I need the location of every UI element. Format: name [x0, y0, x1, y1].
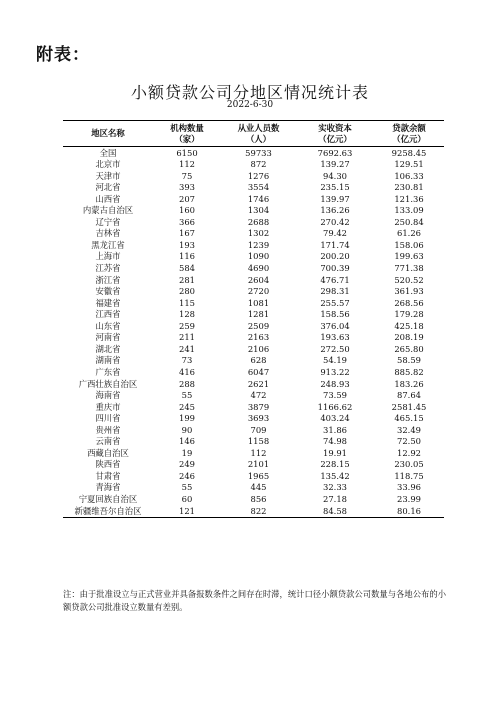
- region-cell: 福建省: [95, 297, 121, 308]
- region-cell: 黑龙江省: [91, 239, 125, 250]
- header-institution-count-label: 机构数量: [170, 123, 204, 134]
- employees-cell: 822: [250, 505, 267, 516]
- employees-cell: 3879: [247, 401, 270, 412]
- region-cell: 青海省: [95, 482, 121, 493]
- loan-balance-cell: 23.99: [397, 493, 421, 504]
- paid-in-capital-cell: 200.20: [320, 251, 350, 262]
- employees-cell: 1281: [247, 309, 270, 320]
- region-cell: 辽宁省: [95, 216, 121, 227]
- table-row: [63, 228, 444, 240]
- paid-in-capital-cell: 32.33: [323, 482, 347, 493]
- loan-balance-cell: 199.63: [394, 251, 424, 262]
- table-body: [63, 147, 444, 518]
- loan-balance-cell: 9258.45: [391, 147, 427, 158]
- institution-count-cell: 280: [179, 286, 195, 297]
- header-region-label: 地区名称: [91, 128, 125, 139]
- table-row: [63, 355, 444, 367]
- institution-count-cell: 128: [179, 309, 195, 320]
- loan-balance-cell: 158.06: [394, 239, 424, 250]
- table-row: [63, 378, 444, 390]
- loan-balance-cell: 58.59: [397, 355, 421, 366]
- header-region: [63, 121, 153, 147]
- table-row: [63, 193, 444, 205]
- table-row: [63, 389, 444, 401]
- institution-count-cell: 167: [179, 228, 195, 239]
- institution-count-cell: 112: [179, 159, 195, 170]
- loan-balance-cell: 885.82: [394, 366, 424, 377]
- table-row: [63, 401, 444, 413]
- header-institution-count: [153, 121, 221, 147]
- institution-count-cell: 75: [181, 170, 193, 181]
- institution-count-cell: 249: [179, 459, 195, 470]
- loan-balance-cell: 72.50: [397, 436, 421, 447]
- loan-balance-cell: 361.93: [394, 286, 424, 297]
- employees-cell: 628: [250, 355, 267, 366]
- paid-in-capital-cell: 403.24: [320, 413, 350, 424]
- paid-in-capital-cell: 298.31: [320, 286, 350, 297]
- institution-count-cell: 60: [181, 493, 193, 504]
- region-cell: 江苏省: [95, 263, 121, 274]
- loan-balance-cell: 265.80: [394, 343, 424, 354]
- institution-count-cell: 6150: [176, 147, 198, 158]
- table-row: [63, 332, 444, 344]
- document-title: 小额贷款公司分地区情况统计表: [130, 83, 369, 102]
- employees-cell: 6047: [247, 366, 270, 377]
- institution-count-cell: 245: [179, 401, 195, 412]
- table-row: [63, 320, 444, 332]
- table-row: [63, 447, 444, 459]
- region-cell: 浙江省: [95, 274, 121, 285]
- employees-cell: 112: [250, 447, 267, 458]
- statistics-table: [63, 120, 444, 518]
- institution-count-cell: 259: [179, 320, 195, 331]
- table-row: [63, 482, 444, 494]
- region-cell: 重庆市: [95, 401, 121, 412]
- institution-count-cell: 288: [179, 378, 195, 389]
- table-row: [63, 251, 444, 263]
- employees-cell: 445: [250, 482, 267, 493]
- loan-balance-cell: 121.36: [394, 193, 424, 204]
- paid-in-capital-cell: 376.04: [320, 320, 350, 331]
- loan-balance-cell: 106.33: [394, 170, 424, 181]
- paid-in-capital-cell: 135.42: [320, 470, 350, 481]
- paid-in-capital-cell: 19.91: [323, 447, 347, 458]
- table-row: [63, 505, 444, 517]
- table-row: [63, 182, 444, 194]
- employees-cell: 3554: [247, 182, 270, 193]
- region-cell: 海南省: [95, 390, 121, 401]
- loan-balance-cell: 33.96: [397, 482, 421, 493]
- table-row: [63, 413, 444, 425]
- table-row: [63, 297, 444, 309]
- paid-in-capital-cell: 228.15: [320, 459, 350, 470]
- header-loan-balance: [374, 121, 444, 147]
- paid-in-capital-cell: 272.50: [320, 343, 350, 354]
- employees-cell: 2720: [247, 286, 270, 297]
- paid-in-capital-cell: 139.97: [320, 193, 350, 204]
- header-paid-in-capital-unit: （亿元）: [318, 133, 352, 144]
- employees-cell: 2509: [247, 320, 270, 331]
- employees-cell: 2688: [247, 216, 270, 227]
- region-cell: 西藏自治区: [87, 447, 129, 458]
- loan-balance-cell: 425.18: [394, 320, 424, 331]
- region-cell: 上海市: [95, 251, 121, 262]
- loan-balance-cell: 61.26: [397, 228, 421, 239]
- paid-in-capital-cell: 84.58: [323, 505, 347, 516]
- institution-count-cell: 73: [181, 355, 193, 366]
- table-row: [63, 424, 444, 436]
- employees-cell: 872: [250, 159, 267, 170]
- employees-cell: 1746: [247, 193, 270, 204]
- loan-balance-cell: 250.84: [394, 216, 424, 227]
- paid-in-capital-cell: 476.71: [320, 274, 350, 285]
- employees-cell: 59733: [245, 147, 272, 158]
- institution-count-cell: 160: [179, 205, 195, 216]
- institution-count-cell: 19: [181, 447, 193, 458]
- paid-in-capital-cell: 27.18: [323, 493, 347, 504]
- region-cell: 吉林省: [95, 228, 121, 239]
- employees-cell: 856: [250, 493, 267, 504]
- loan-balance-cell: 230.81: [394, 182, 424, 193]
- employees-cell: 1276: [247, 170, 270, 181]
- document-date: 2022-6-30: [226, 100, 274, 110]
- region-cell: 四川省: [95, 413, 121, 424]
- region-cell: 天津市: [95, 170, 121, 181]
- employees-cell: 1090: [247, 251, 270, 262]
- region-cell: 山东省: [95, 320, 121, 331]
- paid-in-capital-cell: 79.42: [323, 228, 347, 239]
- table-row: [63, 216, 444, 228]
- employees-cell: 1965: [247, 470, 270, 481]
- paid-in-capital-cell: 94.30: [323, 170, 347, 181]
- paid-in-capital-cell: 74.98: [323, 436, 347, 447]
- header-employees: [221, 121, 296, 147]
- paid-in-capital-cell: 270.42: [320, 216, 350, 227]
- employees-cell: 709: [250, 424, 267, 435]
- loan-balance-cell: 771.38: [394, 263, 424, 274]
- employees-cell: 2101: [247, 459, 270, 470]
- paid-in-capital-cell: 1166.62: [317, 401, 353, 412]
- loan-balance-cell: 118.75: [394, 470, 424, 481]
- loan-balance-cell: 520.52: [394, 274, 424, 285]
- table-row: [63, 436, 444, 448]
- header-paid-in-capital-label: 实收资本: [318, 123, 352, 134]
- table-row: [63, 343, 444, 355]
- region-cell: 河北省: [95, 182, 121, 193]
- region-cell: 湖北省: [95, 343, 121, 354]
- loan-balance-cell: 133.09: [394, 205, 424, 216]
- region-cell: 山西省: [95, 193, 121, 204]
- footnote: 注：由于批准设立与正式营业并具备报数条件之间存在时滞，统计口径小额贷款公司数量与各地公布的小额贷款公司批准设立数量有差别。: [63, 589, 446, 612]
- loan-balance-cell: 179.28: [394, 309, 424, 320]
- header-employees-label: 从业人员数: [237, 123, 280, 134]
- loan-balance-cell: 2581.45: [391, 401, 427, 412]
- loan-balance-cell: 87.64: [397, 390, 421, 401]
- region-cell: 宁夏回族自治区: [78, 493, 138, 504]
- region-cell: 全国: [99, 147, 117, 158]
- header-loan-balance-label: 贷款余额: [392, 123, 426, 134]
- employees-cell: 3693: [247, 413, 270, 424]
- employees-cell: 4690: [247, 263, 270, 274]
- paid-in-capital-cell: 700.39: [320, 263, 350, 274]
- header-employees-unit: （人）: [245, 133, 272, 144]
- table-row: [63, 286, 444, 298]
- table-row: [63, 493, 444, 505]
- header-institution-count-unit: （家）: [174, 133, 200, 144]
- region-cell: 贵州省: [95, 424, 121, 435]
- institution-count-cell: 416: [179, 366, 195, 377]
- table-row: [63, 459, 444, 471]
- employees-cell: 2163: [247, 332, 270, 343]
- institution-count-cell: 207: [179, 193, 195, 204]
- paid-in-capital-cell: 171.74: [320, 239, 350, 250]
- paid-in-capital-cell: 139.27: [320, 159, 350, 170]
- table-row: [63, 170, 444, 182]
- region-cell: 广西壮族自治区: [78, 378, 138, 389]
- region-cell: 安徽省: [95, 286, 121, 297]
- paid-in-capital-cell: 193.63: [320, 332, 350, 343]
- institution-count-cell: 246: [179, 470, 195, 481]
- institution-count-cell: 146: [179, 436, 195, 447]
- institution-count-cell: 393: [179, 182, 195, 193]
- paid-in-capital-cell: 248.93: [320, 378, 350, 389]
- loan-balance-cell: 230.05: [394, 459, 424, 470]
- institution-count-cell: 584: [179, 263, 195, 274]
- paid-in-capital-cell: 235.15: [320, 182, 350, 193]
- table-row: [63, 147, 444, 159]
- loan-balance-cell: 129.51: [394, 159, 424, 170]
- institution-count-cell: 121: [179, 505, 195, 516]
- table-row: [63, 366, 444, 378]
- institution-count-cell: 115: [179, 297, 195, 308]
- employees-cell: 2621: [247, 378, 270, 389]
- table-row: [63, 309, 444, 321]
- employees-cell: 1302: [247, 228, 270, 239]
- institution-count-cell: 281: [179, 274, 195, 285]
- paid-in-capital-cell: 73.59: [323, 390, 347, 401]
- loan-balance-cell: 208.19: [394, 332, 424, 343]
- loan-balance-cell: 32.49: [397, 424, 421, 435]
- paid-in-capital-cell: 158.56: [320, 309, 350, 320]
- employees-cell: 1239: [247, 239, 270, 250]
- region-cell: 云南省: [95, 436, 121, 447]
- region-cell: 江西省: [95, 309, 121, 320]
- employees-cell: 1158: [247, 436, 270, 447]
- loan-balance-cell: 80.16: [397, 505, 421, 516]
- paid-in-capital-cell: 136.26: [320, 205, 350, 216]
- table-header-row: [63, 121, 444, 147]
- institution-count-cell: 55: [181, 482, 193, 493]
- employees-cell: 2604: [247, 274, 270, 285]
- paid-in-capital-cell: 7692.63: [317, 147, 353, 158]
- region-cell: 河南省: [95, 332, 121, 343]
- paid-in-capital-cell: 54.19: [323, 355, 347, 366]
- paid-in-capital-cell: 255.57: [320, 297, 350, 308]
- table-row: [63, 274, 444, 286]
- institution-count-cell: 199: [179, 413, 195, 424]
- region-cell: 内蒙古自治区: [82, 205, 134, 216]
- loan-balance-cell: 12.92: [397, 447, 421, 458]
- paid-in-capital-cell: 913.22: [320, 366, 350, 377]
- header-paid-in-capital: [296, 121, 374, 147]
- loan-balance-cell: 268.56: [394, 297, 424, 308]
- region-cell: 陕西省: [95, 459, 121, 470]
- institution-count-cell: 90: [181, 424, 193, 435]
- employees-cell: 2106: [247, 343, 270, 354]
- region-cell: 广东省: [95, 366, 121, 377]
- region-cell: 湖南省: [95, 355, 121, 366]
- region-cell: 新疆维吾尔自治区: [74, 505, 142, 516]
- appendix-label: 附表：: [36, 45, 90, 65]
- institution-count-cell: 366: [179, 216, 195, 227]
- table-row: [63, 205, 444, 217]
- region-cell: 甘肃省: [95, 470, 121, 481]
- employees-cell: 1081: [247, 297, 270, 308]
- region-cell: 北京市: [95, 159, 121, 170]
- paid-in-capital-cell: 31.86: [323, 424, 347, 435]
- institution-count-cell: 55: [181, 390, 193, 401]
- institution-count-cell: 211: [179, 332, 195, 343]
- loan-balance-cell: 183.26: [394, 378, 424, 389]
- table-row: [63, 262, 444, 274]
- institution-count-cell: 241: [179, 343, 195, 354]
- institution-count-cell: 116: [179, 251, 195, 262]
- employees-cell: 472: [250, 390, 267, 401]
- table-row: [63, 159, 444, 171]
- table-row: [63, 239, 444, 251]
- header-loan-balance-unit: （亿元）: [392, 133, 426, 144]
- institution-count-cell: 193: [179, 239, 195, 250]
- loan-balance-cell: 465.15: [394, 413, 424, 424]
- employees-cell: 1304: [247, 205, 270, 216]
- table-row: [63, 470, 444, 482]
